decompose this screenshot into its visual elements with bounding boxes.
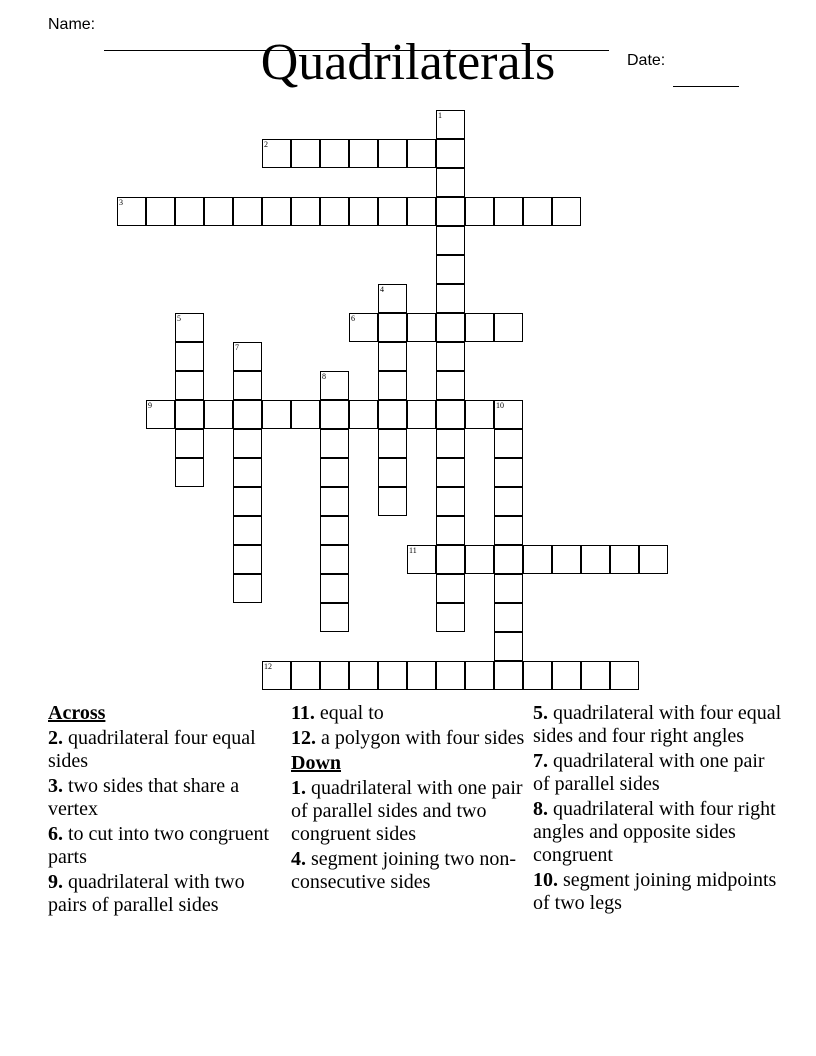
grid-cell[interactable] [262,197,291,226]
grid-cell[interactable] [436,545,465,574]
down-clue: 8. quadrilateral with four right angles and opposite sides congruent [533,798,776,866]
grid-cell[interactable] [494,487,523,516]
grid-cell[interactable] [320,139,349,168]
grid-cell[interactable] [175,458,204,487]
grid-cell[interactable] [523,661,552,690]
down-clue: 1. quadrilateral with one pair of parallel sides and two congruent sides [291,777,523,845]
grid-cell[interactable] [378,487,407,516]
across-heading: Across [48,702,106,724]
clue-number: 3 [119,198,123,207]
clue-number: 11 [409,546,417,555]
grid-cell[interactable] [523,197,552,226]
grid-cell[interactable] [349,400,378,429]
grid-cell[interactable] [436,313,465,342]
grid-cell[interactable] [378,429,407,458]
across-clue: 6. to cut into two congruent parts [48,823,270,868]
grid-cell[interactable] [494,197,523,226]
clue-number: 5 [177,314,181,323]
clue-number: 9 [148,401,152,410]
grid-cell[interactable] [378,371,407,400]
clue-number: 4 [380,285,384,294]
down-clue: 5. quadrilateral with four equal sides and four right angles [533,702,782,747]
across-clue: 3. two sides that share a vertex [48,775,240,820]
grid-cell[interactable] [494,545,523,574]
grid-cell[interactable] [320,661,349,690]
grid-cell[interactable] [552,197,581,226]
grid-cell[interactable] [407,139,436,168]
grid-cell[interactable] [204,197,233,226]
grid-cell[interactable] [349,313,378,342]
grid-cell[interactable] [233,342,262,371]
grid-cell[interactable] [378,661,407,690]
grid-cell[interactable] [436,574,465,603]
grid-cell[interactable] [175,400,204,429]
grid-cell[interactable] [262,139,291,168]
grid-cell[interactable] [378,458,407,487]
grid-cell[interactable] [465,545,494,574]
grid-cell[interactable] [436,603,465,632]
grid-cell[interactable] [436,661,465,690]
grid-cell[interactable] [233,516,262,545]
grid-cell[interactable] [436,371,465,400]
grid-cell[interactable] [175,197,204,226]
grid-cell[interactable] [175,429,204,458]
grid-cell[interactable] [639,545,668,574]
clue-number: 10 [496,401,504,410]
grid-cell[interactable] [320,516,349,545]
grid-cell[interactable] [117,197,146,226]
grid-cell[interactable] [378,197,407,226]
clue-number: 8 [322,372,326,381]
clue-number: 2 [264,140,268,149]
grid-cell[interactable] [552,661,581,690]
grid-cell[interactable] [262,400,291,429]
grid-cell[interactable] [320,487,349,516]
grid-cell[interactable] [610,545,639,574]
grid-cell[interactable] [436,255,465,284]
grid-cell[interactable] [233,400,262,429]
across-clue: 11. equal to [291,702,384,724]
grid-cell[interactable] [349,661,378,690]
grid-cell[interactable] [581,545,610,574]
down-heading: Down [291,752,342,774]
grid-cell[interactable] [465,313,494,342]
grid-cell[interactable] [494,603,523,632]
grid-cell[interactable] [465,197,494,226]
grid-cell[interactable] [436,487,465,516]
grid-cell[interactable] [146,197,175,226]
grid-cell[interactable] [233,545,262,574]
grid-cell[interactable] [233,429,262,458]
grid-cell[interactable] [320,371,349,400]
grid-cell[interactable] [407,313,436,342]
grid-cell[interactable] [494,574,523,603]
grid-cell[interactable] [262,661,291,690]
grid-cell[interactable] [320,400,349,429]
grid-cell[interactable] [436,342,465,371]
grid-cell[interactable] [233,371,262,400]
grid-cell[interactable] [320,545,349,574]
clue-number: 12 [264,662,272,671]
grid-cell[interactable] [146,400,175,429]
worksheet-title: Quadrilaterals [260,34,556,91]
grid-cell[interactable] [378,342,407,371]
grid-cell[interactable] [407,545,436,574]
grid-cell[interactable] [523,545,552,574]
grid-cell[interactable] [349,139,378,168]
clues-column-2 [291,702,531,896]
grid-cell[interactable] [436,516,465,545]
grid-cell[interactable] [552,545,581,574]
grid-cell[interactable] [610,661,639,690]
across-clue: 9. quadrilateral with two pairs of parallel sides [48,871,245,916]
down-clue: 4. segment joining two non-consecutive sides [291,848,516,893]
grid-cell[interactable] [291,400,320,429]
grid-cell[interactable] [581,661,610,690]
grid-cell[interactable] [436,110,465,139]
grid-cell[interactable] [175,371,204,400]
across-clue: 12. a polygon with four sides [291,727,525,749]
date-label: Date: [627,52,666,69]
grid-cell[interactable] [407,661,436,690]
grid-cell[interactable] [378,400,407,429]
clue-number: 1 [438,111,442,120]
clues-column-3 [533,702,783,917]
grid-cell[interactable] [436,139,465,168]
grid-cell[interactable] [233,574,262,603]
grid-cell[interactable] [233,197,262,226]
grid-cell[interactable] [233,458,262,487]
grid-cell[interactable] [494,632,523,661]
grid-cell[interactable] [204,400,233,429]
grid-cell[interactable] [320,603,349,632]
grid-cell[interactable] [291,661,320,690]
grid-cell[interactable] [465,661,494,690]
grid-cell[interactable] [378,313,407,342]
clue-number: 7 [235,343,239,352]
grid-cell[interactable] [320,429,349,458]
down-clue: 10. segment joining midpoints of two legs [533,869,777,914]
grid-cell[interactable] [436,458,465,487]
grid-cell[interactable] [494,313,523,342]
grid-cell[interactable] [378,284,407,313]
grid-cell[interactable] [436,197,465,226]
grid-cell[interactable] [175,342,204,371]
grid-cell[interactable] [407,197,436,226]
grid-cell[interactable] [436,429,465,458]
grid-cell[interactable] [320,458,349,487]
clue-number: 6 [351,314,355,323]
grid-cell[interactable] [465,400,494,429]
grid-cell[interactable] [494,516,523,545]
name-label: Name: [48,16,96,33]
grid-cell[interactable] [378,139,407,168]
grid-cell[interactable] [291,197,320,226]
grid-cell[interactable] [407,400,436,429]
grid-cell[interactable] [436,400,465,429]
down-clue: 7. quadrilateral with one pair of parallel sides [533,750,765,795]
grid-cell[interactable] [436,168,465,197]
grid-cell[interactable] [436,284,465,313]
grid-cell[interactable] [494,458,523,487]
across-clue: 2. quadrilateral four equal sides [48,727,256,772]
clues-column-1 [48,702,288,919]
grid-cell[interactable] [494,661,523,690]
grid-cell[interactable] [436,226,465,255]
grid-cell[interactable] [233,487,262,516]
grid-cell[interactable] [291,139,320,168]
grid-cell[interactable] [175,313,204,342]
grid-cell[interactable] [494,400,523,429]
grid-cell[interactable] [494,429,523,458]
grid-cell[interactable] [320,574,349,603]
grid-cell[interactable] [320,197,349,226]
grid-cell[interactable] [349,197,378,226]
